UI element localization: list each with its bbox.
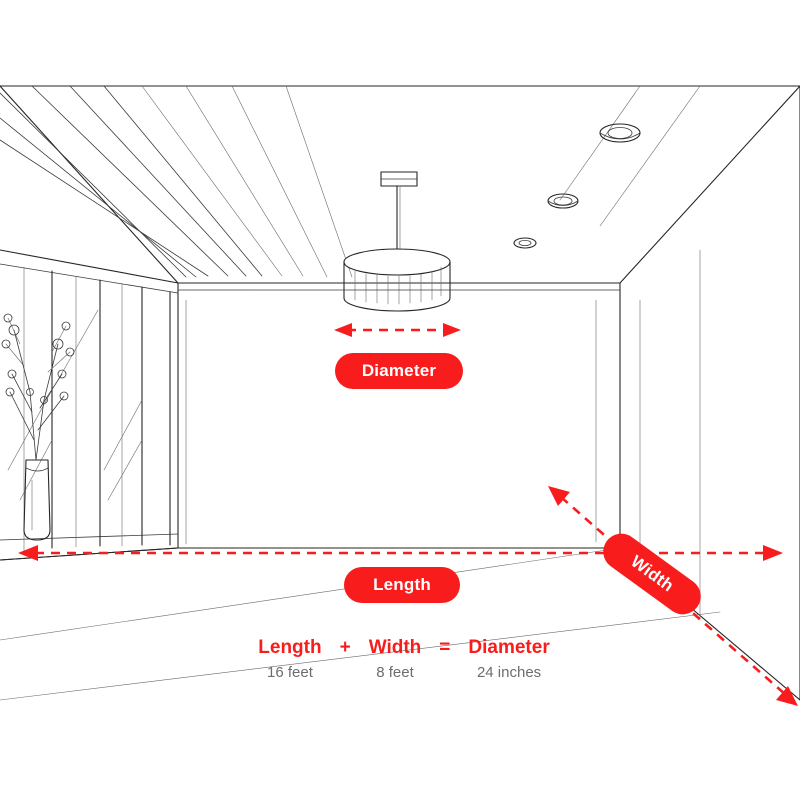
- formula-term-diameter: [468, 636, 549, 684]
- formula-operator-equals: =: [439, 637, 451, 658]
- label-length-text: Length: [373, 575, 431, 594]
- formula-term-width-label: Width: [368, 637, 422, 658]
- label-length: [344, 567, 460, 603]
- formula-term-length: [258, 636, 321, 684]
- formula-term-diameter-label: Diameter: [468, 637, 550, 658]
- formula-row: [198, 636, 610, 698]
- formula-term-diameter-value: 24 inches: [476, 664, 542, 681]
- formula-term-length-label: Length: [258, 637, 322, 658]
- label-diameter: [335, 353, 463, 389]
- formula-term-length-value: 16 feet: [266, 664, 313, 681]
- formula-term-width-value: 8 feet: [376, 664, 414, 681]
- label-width-text: Width: [627, 551, 678, 596]
- label-diameter-text: Diameter: [361, 361, 437, 380]
- formula-operator-plus: +: [339, 637, 351, 658]
- formula-term-width: [369, 636, 422, 684]
